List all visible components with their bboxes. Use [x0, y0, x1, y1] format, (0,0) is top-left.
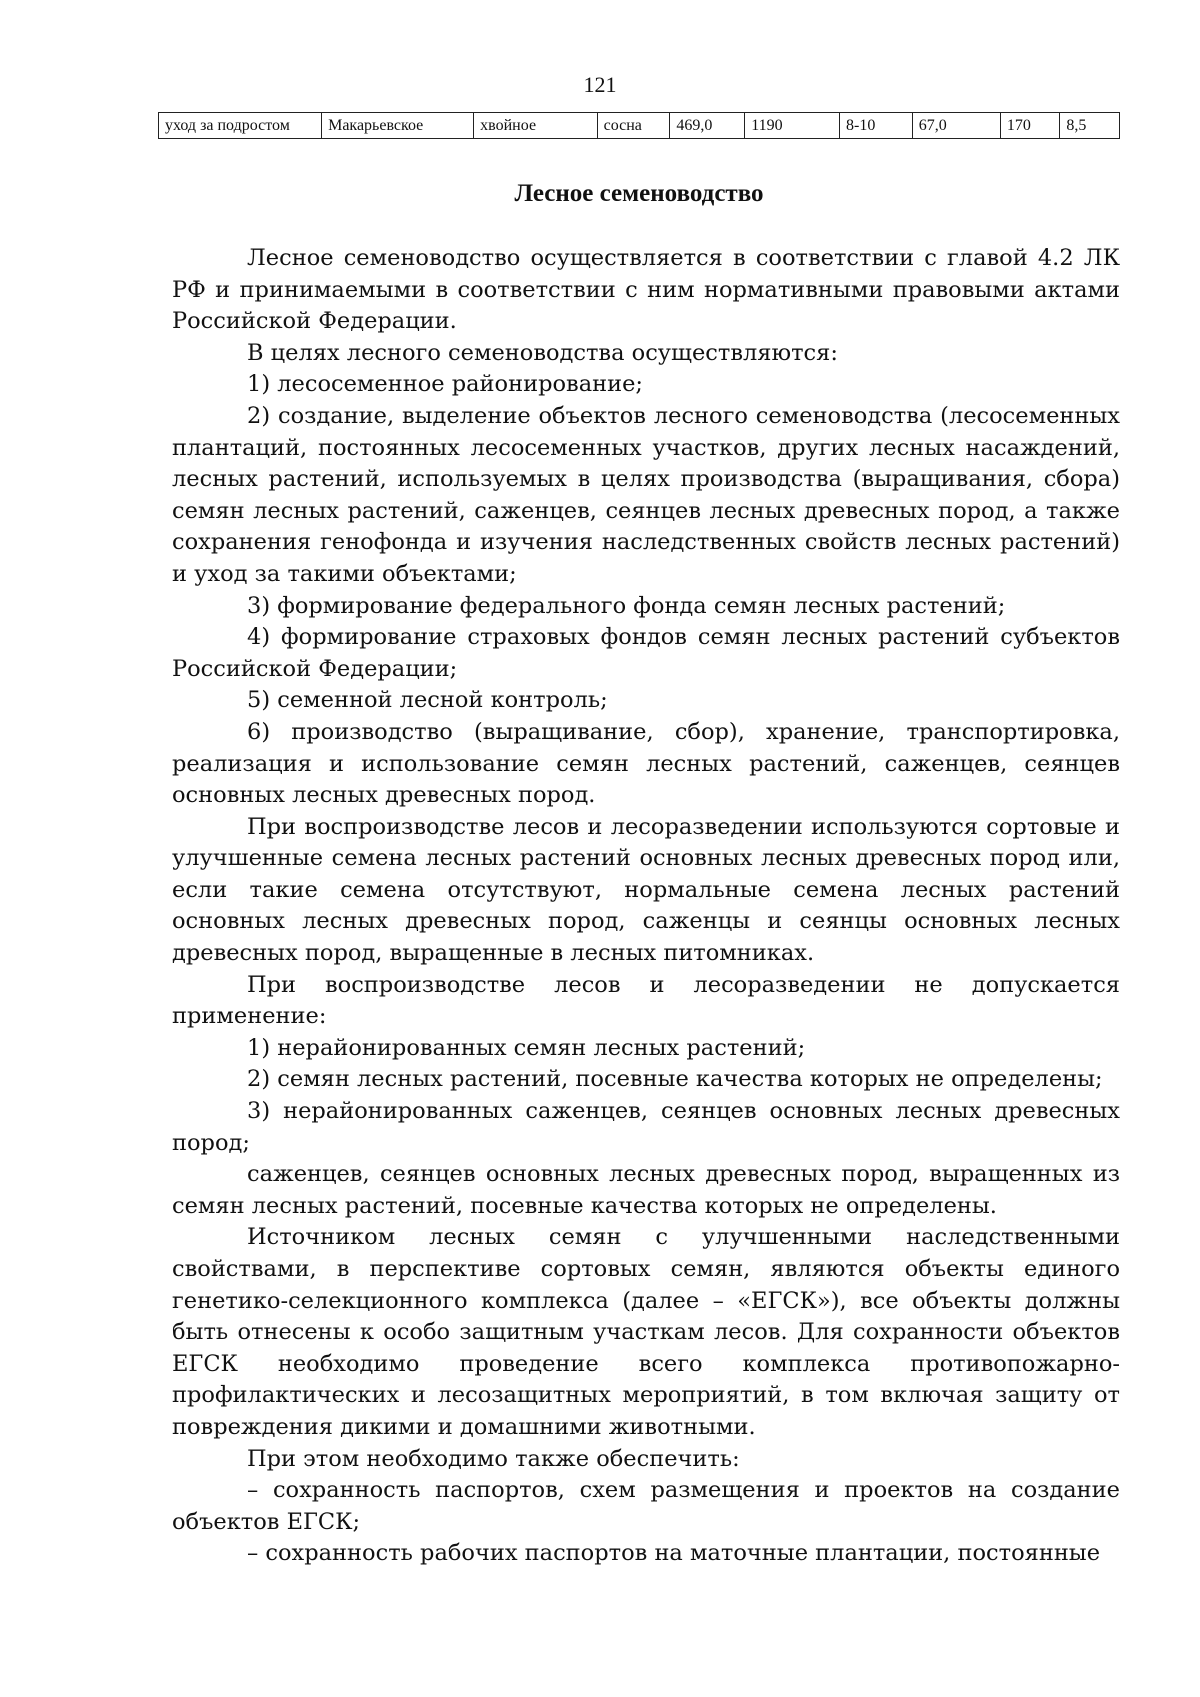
list-item: 2) создание, выделение объектов лесного семеноводства (лесосеменных плантаций, постоянных лесосеменных участков, других лесных насаждений, лесных растений, используемых в целях производства (выращивания, сбора) семян лесных растений, саженцев, сеянцев лесных древесных пород, а также сохранения генофонда и изучения наследственных свойств лесных растений) и уход за такими объектами; [172, 402, 1120, 587]
paragraph: При воспроизводстве лесов и лесоразведении используются сортовые и улучшенные семена лесных растений основных лесных древесных пород или, если такие семена отсутствуют, нормальные семена лесных растений основных лесных древесных пород, саженцы и сеянцы основных лесных древесных пород, выращенные в лесных питомниках. [172, 813, 1120, 967]
paragraph: Источником лесных семян с улучшенными наследственными свойствами, в перспективе сортовых семян, являются объекты единого генетико-селекционного комплекса (далее – «ЕГСК»), все объекты должны быть отнесены к особо защитным участкам лесов. Для сохранности объектов ЕГСК необходимо проведение всего комплекса противопожарно-профилактических и лесозащитных мероприятий, в том включая защиту от повреждения дикими и домашними животными. [172, 1224, 1120, 1440]
list-item: 3) формирование федерального фонда семян лесных растений; [247, 592, 1006, 619]
list-item: 3) нерайонированных саженцев, сеянцев основных лесных древесных пород; [172, 1098, 1120, 1156]
paragraph: В целях лесного семеноводства осуществляются: [247, 339, 838, 366]
list-item: 1) лесосеменное районирование; [247, 371, 644, 398]
table-cell-value: 469,0 [670, 113, 745, 139]
table-cell-value: 8,5 [1060, 113, 1120, 139]
list-item: 6) производство (выращивание, сбор), хранение, транспортировка, реализация и использование семян лесных растений, саженцев, сеянцев основных лесных древесных пород. [172, 718, 1120, 809]
table-cell-value: 67,0 [912, 113, 1000, 139]
page-number: 121 [583, 72, 617, 97]
paragraph: При воспроизводстве лесов и лесоразведении не допускается применение: [172, 971, 1120, 1030]
table-row [159, 113, 1120, 139]
list-item: саженцев, сеянцев основных лесных древесных пород, выращенных из семян лесных растений, посевные качества которых не определены. [172, 1161, 1120, 1219]
list-item: 4) формирование страховых фондов семян лесных растений субъектов Российской Федерации; [172, 624, 1120, 682]
list-item: 1) нерайонированных семян лесных растений; [247, 1034, 806, 1061]
table-cell-activity: уход за подростом [159, 113, 322, 139]
section-heading: Лесное семеноводство [514, 180, 764, 207]
table-cell-species: сосна [597, 113, 670, 139]
table-cell-value: 1190 [745, 113, 840, 139]
table-cell-value: 170 [1000, 113, 1060, 139]
forest-care-table [158, 112, 1120, 139]
paragraph: Лесное семеноводство осуществляется в соответствии с главой 4.2 ЛК РФ и принимаемыми в соответствии с ним нормативными правовыми актами Российской Федерации. [172, 245, 1120, 335]
table-cell-forestry: Макарьевское [322, 113, 474, 139]
list-item: 5) семенной лесной контроль; [247, 687, 608, 714]
list-item: – сохранность рабочих паспортов на маточные плантации, постоянные [247, 1540, 1101, 1567]
list-item: 2) семян лесных растений, посевные качества которых не определены; [247, 1066, 1103, 1093]
list-item: – сохранность паспортов, схем размещения и проектов на создание объектов ЕГСК; [172, 1477, 1120, 1535]
table-cell-section: хвойное [474, 113, 597, 139]
body-text [172, 243, 1120, 1570]
table-cell-value: 8-10 [840, 113, 913, 139]
paragraph: При этом необходимо также обеспечить: [247, 1445, 740, 1472]
